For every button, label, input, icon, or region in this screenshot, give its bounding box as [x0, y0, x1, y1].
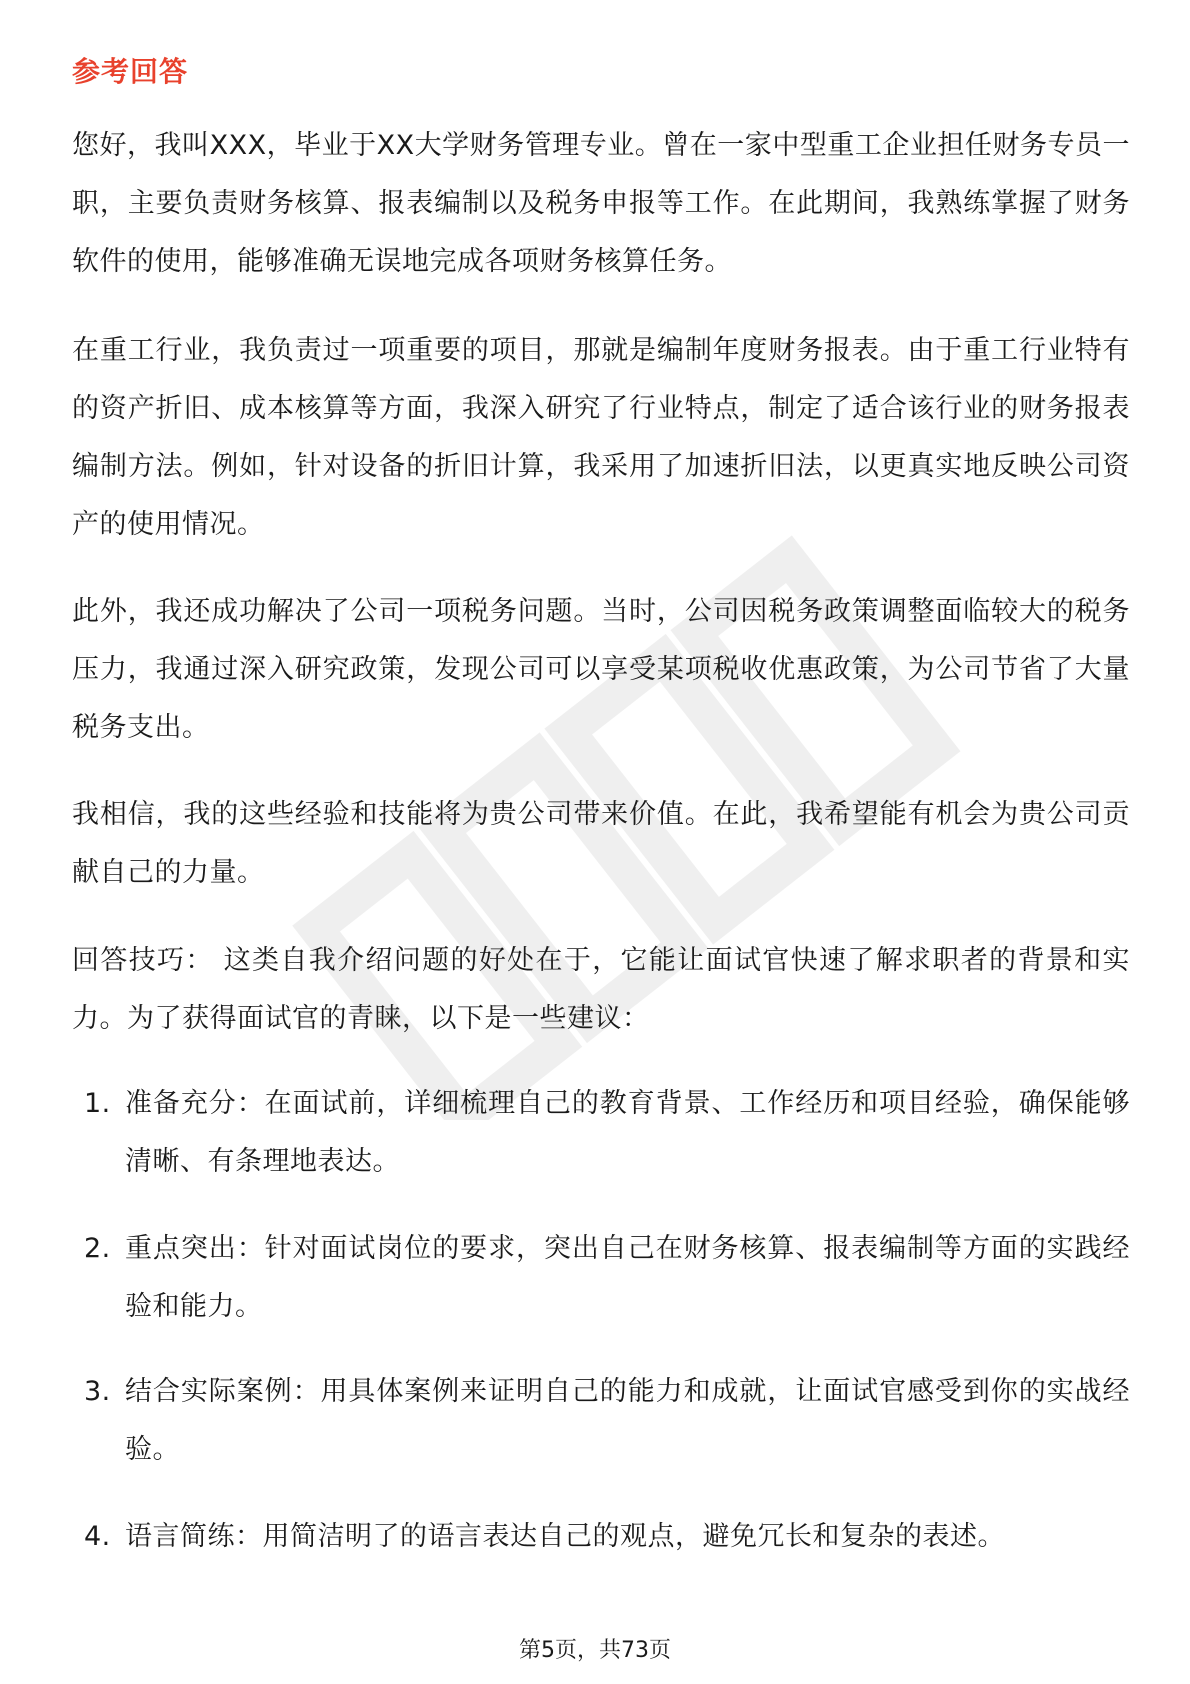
list-item-text: 准备充分：在面试前，详细梳理自己的教育背景、工作经历和项目经验，确保能够清晰、有条理地表达。 — [125, 1088, 1130, 1177]
section-heading: 参考回答 — [72, 55, 189, 88]
list-item — [72, 1363, 1130, 1479]
list-item-text: 语言简练：用简洁明了的语言表达自己的观点，避免冗长和复杂的表述。 — [125, 1521, 1005, 1552]
list-item-number: 4. — [84, 1521, 111, 1552]
list-item-number: 1. — [84, 1088, 111, 1119]
list-item — [72, 1220, 1130, 1336]
list-item-text: 结合实际案例：用具体案例来证明自己的能力和成就，让面试官感受到你的实战经验。 — [125, 1376, 1130, 1465]
page-indicator: 第5页，共73页 — [519, 1638, 671, 1663]
answer-paragraph-2: 在重工行业，我负责过一项重要的项目，那就是编制年度财务报表。由于重工行业特有的资产折旧、成本核算等方面，我深入研究了行业特点，制定了适合该行业的财务报表编制方法。例如，针对设备的折旧计算，我采用了加速折旧法，以更真实地反映公司资产的使用情况。 — [72, 335, 1130, 540]
answer-paragraph-1: 您好，我叫XXX，毕业于XX大学财务管理专业。曾在一家中型重工企业担任财务专员一职，主要负责财务核算、报表编制以及税务申报等工作。在此期间，我熟练掌握了财务软件的使用，能够准确无误地完成各项财务核算任务。 — [72, 130, 1130, 277]
list-item — [72, 1075, 1130, 1191]
list-item-number: 3. — [84, 1376, 111, 1407]
list-item-text: 重点突出：针对面试岗位的要求，突出自己在财务核算、报表编制等方面的实践经验和能力。 — [125, 1233, 1130, 1322]
list-item — [72, 1508, 1130, 1566]
answer-paragraph-3: 此外，我还成功解决了公司一项税务问题。当时，公司因税务政策调整面临较大的税务压力，我通过深入研究政策，发现公司可以享受某项税收优惠政策，为公司节省了大量税务支出。 — [72, 596, 1130, 743]
answer-paragraph-4: 我相信，我的这些经验和技能将为贵公司带来价值。在此，我希望能有机会为贵公司贡献自己的力量。 — [72, 799, 1130, 888]
list-item-number: 2. — [84, 1233, 111, 1264]
tips-intro-paragraph: 回答技巧： 这类自我介绍问题的好处在于，它能让面试官快速了解求职者的背景和实力。为了获得面试官的青睐，以下是一些建议： — [72, 945, 1130, 1034]
